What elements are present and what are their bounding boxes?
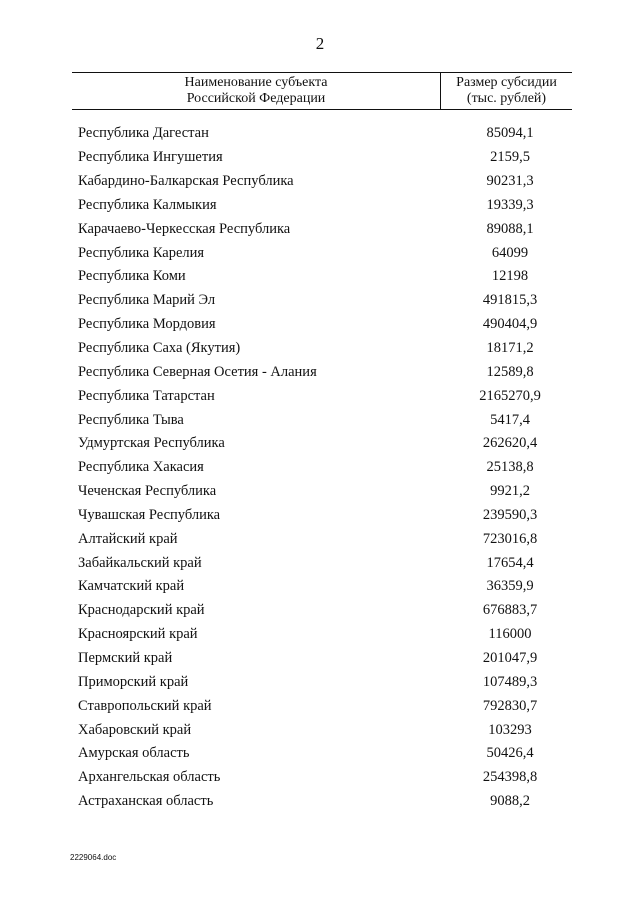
region-name: Республика Карелия [78,244,205,261]
table-row [78,217,572,241]
region-name: Пермский край [78,649,173,666]
region-name: Астраханская область [78,793,214,810]
table-row [78,384,572,408]
table-row [78,670,572,694]
table-row [78,408,572,432]
region-name: Кабардино-Балкарская Республика [78,173,294,190]
subsidy-amount: 18171,2 [486,340,534,357]
column-header-region-line2: Российской Федерации [186,91,326,106]
region-name: Республика Саха (Якутия) [78,340,241,357]
subsidy-amount: 90231,3 [486,173,534,190]
region-name: Краснодарский край [78,602,205,619]
subsidy-amount: 239590,3 [482,506,538,523]
subsidy-amount: 9088,2 [490,793,530,810]
region-name: Камчатский край [78,578,185,595]
region-name: Приморский край [78,673,189,690]
table-row [78,265,572,289]
table-row [78,790,572,814]
region-name: Республика Северная Осетия - Алания [78,363,317,380]
table-row [78,194,572,218]
subsidy-amount: 723016,8 [482,530,538,547]
subsidy-amount: 50426,4 [486,745,534,762]
region-name: Амурская область [78,745,190,762]
table-body [78,122,572,813]
table-row [78,480,572,504]
region-name: Чеченская Республика [78,483,217,500]
region-name: Чувашская Республика [78,506,221,523]
table-row [78,122,572,146]
subsidy-amount: 490404,9 [482,316,538,333]
subsidy-amount: 103293 [488,721,532,738]
table-row [78,432,572,456]
region-name: Алтайский край [78,530,178,547]
subsidy-amount: 107489,3 [482,673,538,690]
region-name: Красноярский край [78,626,198,643]
table-row [78,170,572,194]
subsidy-amount: 17654,4 [486,554,534,571]
subsidy-amount: 2165270,9 [479,387,541,404]
table-row [78,337,572,361]
subsidy-amount: 792830,7 [482,697,538,714]
subsidy-amount: 262620,4 [482,435,538,452]
subsidy-amount: 12589,8 [486,363,534,380]
table-row [78,551,572,575]
region-name: Республика Хакасия [78,459,204,476]
subsidy-amount: 491815,3 [482,292,538,309]
subsidy-amount: 89088,1 [486,220,534,237]
table-row [78,718,572,742]
region-name: Республика Мордовия [78,316,216,333]
table-row [78,527,572,551]
column-header-amount-line1: Размер субсидии [456,75,557,90]
table-row [78,241,572,265]
region-name: Республика Ингушетия [78,149,223,166]
subsidy-amount: 85094,1 [486,125,534,142]
region-name: Республика Марий Эл [78,292,216,309]
region-name: Республика Тыва [78,411,184,428]
table-row [78,647,572,671]
column-header-amount-line2: (тыс. рублей) [466,91,547,106]
subsidy-amount: 9921,2 [490,483,530,500]
region-name: Забайкальский край [78,554,202,571]
region-name: Республика Калмыкия [78,196,217,213]
region-name: Карачаево-Черкесская Республика [78,220,291,237]
subsidy-amount: 36359,9 [486,578,534,595]
subsidy-amount: 12198 [491,268,529,285]
table-row [78,456,572,480]
table-header [72,72,572,110]
table-row [78,360,572,384]
table-row [78,694,572,718]
subsidy-amount: 2159,5 [490,149,530,166]
region-name: Архангельская область [78,769,221,786]
subsidy-amount: 254398,8 [482,769,538,786]
subsidy-amount: 64099 [491,244,529,261]
column-header-region [72,73,441,109]
region-name: Хабаровский край [78,721,192,738]
table-row [78,146,572,170]
table-row [78,504,572,528]
table-row [78,742,572,766]
subsidy-amount: 5417,4 [490,411,530,428]
subsidy-amount: 116000 [488,626,532,643]
column-header-amount [441,73,572,109]
subsidy-amount: 19339,3 [486,196,534,213]
table-row [78,766,572,790]
subsidy-amount: 676883,7 [482,602,538,619]
region-name: Республика Татарстан [78,387,215,404]
column-header-region-line1: Наименование субъекта [184,75,328,90]
table-row [78,289,572,313]
document-id: 2229064.doc [70,853,117,862]
subsidy-amount: 25138,8 [486,459,534,476]
region-name: Республика Дагестан [78,125,209,142]
region-name: Удмуртская Республика [78,435,225,452]
table-row [78,313,572,337]
region-name: Ставропольский край [78,697,212,714]
table-row [78,623,572,647]
page-number: 2 [315,34,325,53]
subsidy-amount: 201047,9 [482,649,538,666]
table-row [78,575,572,599]
table-row [78,599,572,623]
region-name: Республика Коми [78,268,186,285]
